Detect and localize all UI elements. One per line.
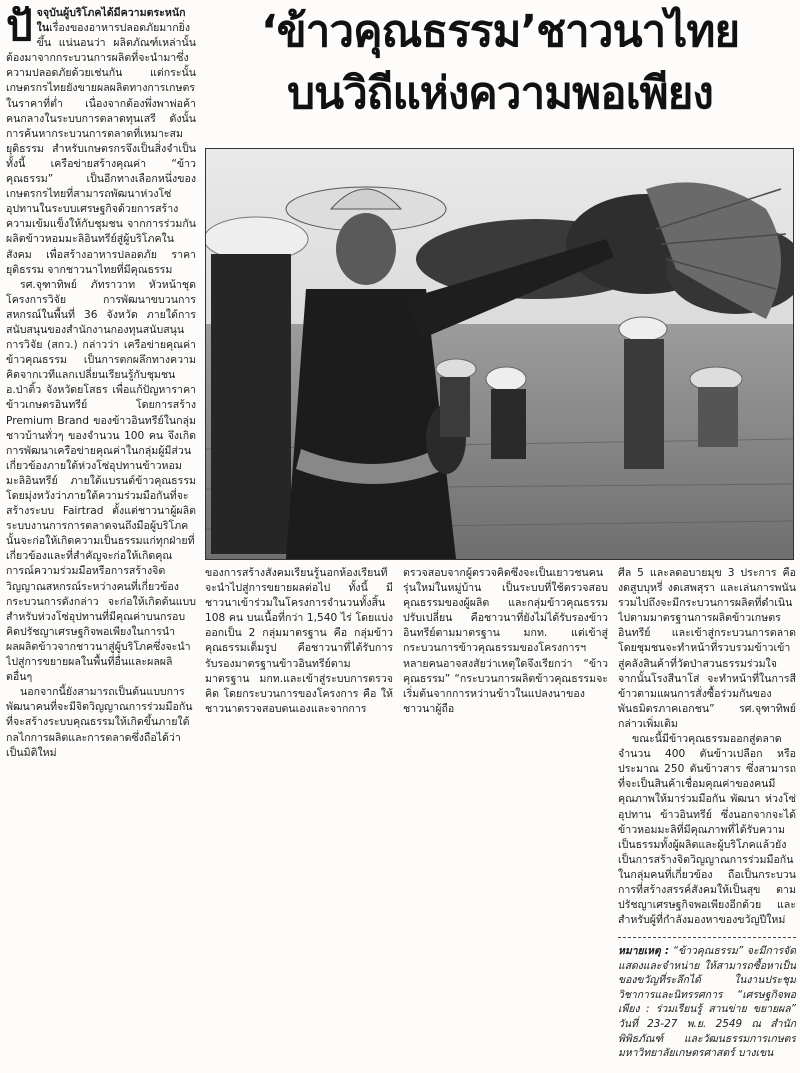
paragraph: ของการสร้างสังคมเรียนรู้นอกห้องเรียนที่จะนำไปสู่การขยายผลต่อไป ทั้งนี้ มีชาวนาเข้าร่วมในโครงการจำนวนทั้งสิ้น 108 คน บนเนื้อที่กว่า 1,540 ไร่ โดยแบ่งออกเป็น 2 กลุ่มมาตรฐาน คือ กลุ่มข้าวคุณธรรมเต็มรูป คือชาวนาที่ได้รับการรับรองมาตรฐานข้าวอินทรีย์ตามมาตรฐาน มกท.และเข้าสู่ระบบการตรวจคิด โดยกระบวนการของโครงการ คือ ให้ชาวนาตรวจสอบตนเองและจากการ (205, 567, 393, 715)
article-column-4 (618, 566, 796, 926)
drop-cap: ปั (6, 6, 33, 50)
headline (205, 2, 795, 126)
article-column-3 (403, 566, 608, 716)
paragraph: รศ.จุฑาทิพย์ ภัทราวาท หัวหน้าชุดโครงการวิจัย การพัฒนาขบวนการสหกรณ์ในพื้นที่ 36 จังหวัด ภายใต้การสนับสนุนของสำนักงานกองทุนสนับสนุนการวิจัย (สกว.) กล่าวว่า เครือข่ายคุณค่าข้าวคุณธรรม เป็นการตกผลึกทางความคิดจากเวทีแลกเปลี่ยนเรียนรู้กับชุมชน อ.ป่าติ้ว จังหวัดยโสธร เพื่อแก้ปัญหาราคาข้าวเกษตรอินทรีย์ โดยการสร้าง Premium Brand ของข้าวอินทรีย์ในกลุ่มชาวบ้านทั่วๆ ของจำนวน 100 คน จึงเกิดการพัฒนาเครือข่ายคุณค่าในกลุ่มผู้มีส่วนเกี่ยวข้องภายใต้ห่วงโซ่อุปทานข้าวหอมมะลิอินทรีย์ ภายใต้แบรนด์ข้าวคุณธรรม โดยมุ่งหวังว่าภายใต้ความร่วมมือกันที่จะสร้างระบบ Fairtrad ตั้งแต่ชาวนาผู้ผลิต ระบบงานการการตลาดจนถึงมือผู้บริโภค นั้นจะก่อให้เกิดความเป็นธรรมแก่ทุกฝ่ายที่เกี่ยวข้องและที่สำคัญจะก่อให้เกิดคุณการณ์ความร่วมมือหรือการสร้างจิตวิญญาณสหกรณ์ระหว่างคนที่เกี่ยวข้อง กระบวนการดังกล่าว จะก่อให้เกิดต้นแบบ สำหรับห่วงโซ่อุปทานที่มีคุณค่าบนกรอบคิดปรัชญาเศรษฐกิจพอเพียงในการนำผลผลิตข้าวจากชาวนาสู่ผู้บริโภคซึ่งจะนำไปสู่การขยายผลในพื้นที่อื่นและผลผลิตอื่นๆ (6, 278, 196, 684)
paragraph: ศีล 5 และลดอบายมุข 3 ประการ คือ งดสูบบุหรี่ งดเสพสุรา และเล่นการพนัน รวมไปถึงจะมีกระบวนการผลิตที่ดำเนินไปตามมาตรฐานการผลิตข้าวเกษตรอินทรีย์ และเข้าสู่กระบวนการตลาดโดยชุมชนจะทำหน้าที่รวบรวมข้าวเข้าสู่คลังสินค้าที่วัดป่าสวนธรรมร่วมใจ จากนั้นโรงสีนาโส่ จะทำหน้าที่ในการสีข้าวตามแผนการสั่งซื้อร่วมกันของพันธมิตรภาคเอกชน” รศ.จุฑาทิพย์ กล่าวเพิ่มเติม (618, 567, 796, 730)
article-column-1 (6, 6, 196, 1046)
paragraph: ขณะนี้มีข้าวคุณธรรมออกสู่ตลาดจำนวน 400 ตันข้าวเปลือก หรือประมาณ 250 ตันข้าวสาร ซึ่งสามารถที่จะเป็นสินค้าเชื่อมคุณค่าของคนมีคุณภาพให้มาร่วมมือกัน พัฒนา ห่วงโซ่อุปทาน ข้าวอินทรีย์ ซึ่งนอกจากจะได้ข้าวหอมมะลิที่มีคุณภาพที่ได้รับความเป็นธรรมทั้งผู้ผลิตและผู้บริโภคแล้วยังเป็นการสร้างจิตวิญญาณการร่วมมือกันในกลุ่มคนที่เกี่ยวข้อง ถือเป็นกระบวนการที่สร้างสรรค์สังคมให้เป็นสุข ตามปรัชญาเศรษฐกิจพอเพียงอีกด้วย และสำหรับผู้ที่กำลังมองหาของขวัญปีใหม่ (618, 733, 796, 926)
headline-line-1: ‘ข้าวคุณธรรม’ชาวนาไทย (260, 6, 740, 57)
footnote-label: หมายเหตุ : (618, 945, 669, 957)
paragraph-text: เรื่องของอาหารปลอดภัยมากยิ่งขึ้น แน่นอนว่า ผลิตภัณฑ์เหล่านั้นต้องมาจากกระบวนการผลิตที่จะนำมาซึ่งความปลอดภัยด้วยเช่นกัน แต่กระนั้นเกษตรกรไทยยังขายผลผลิตทางการเกษตรในราคาที่ต่ำ เนื่องจากต้องพึ่งพาพ่อค้าคนกลางในระบบการตลาดทุนเสรี ดังนั้นการค้นหากระบวนการตลาดที่เหมาะสม ยุติธรรม สำหรับเกษตรกรจึงเป็นสิ่งจำเป็น ทั้งนี้ เครือข่ายสร้างคุณค่า “ข้าวคุณธรรม” เป็นอีกทางเลือกหนึ่งของเกษตรกรไทยที่สามารถพัฒนาห่วงโซ่อุปทานในระบบเศรษฐกิจด้วยการสร้างความเข้มแข็งให้กับชุมชน จากการร่วมกันผลิตข้าวหอมมะลิอินทรีย์สู่ผู้บริโภคในสังคม เพื่อสร้างอาหารปลอดภัย ราคายุติธรรม จากชาวนาไทยที่มีคุณธรรม (6, 22, 196, 276)
farmers-harvesting-photo (206, 149, 793, 559)
headline-line-2: บนวิถีแห่งความพอเพียง (287, 68, 713, 119)
footnote-box (618, 937, 796, 1064)
article-column-2 (205, 566, 393, 726)
paragraph: นอกจากนี้ยังสามารถเป็นต้นแบบการพัฒนาคนที่จะมีจิตวิญญาณการร่วมมือกัน ที่จะสร้างระบบคุณธรรมให้เกิดขึ้นภายใต้กลไกการผลิตและการตลาดซึ่งถือได้ว่าเป็นมิติใหม่ (6, 686, 193, 759)
lead-text: จจุบันผู้บริโภคได้มีความตระหนักใน (36, 7, 186, 35)
paragraph: ตรวจสอบจากผู้ตรวจคิดซึ่งจะเป็นเยาวชนคนรุ่นใหม่ในหมู่บ้าน เป็นระบบที่ใช้ตรวจสอบคุณธรรมของผู้ผลิต และกลุ่มข้าวคุณธรรมปรับเปลี่ยน คือชาวนาที่ยังไม่ได้รับรองข้าวอินทรีย์ตามมาตรฐาน มกท. แต่เข้าสู่กระบวนการข้าวคุณธรรมของโครงการฯ หลายคนอาจสงสัยว่าเหตุใดจึงเรียกว่า “ข้าวคุณธรรม” “กระบวนการผลิตข้าวคุณธรรมจะเริ่มต้นจากการหว่านข้าวในแปลงนาของ ชาวนาผู้ถือ (403, 567, 608, 715)
lead-paragraph (6, 6, 196, 278)
footnote-text: “ข้าวคุณธรรม” จะมีการจัดแสดงและจำหน่าย ให้สามารถซื้อหาเป็นของขวัญที่ระลึกได้ ในงานประชุมวิชาการและนิทรรศการ “เศรษฐกิจพอเพียง : ร่วมเรียนรู้ สานข่าย ขยายผล” วันที่ 23-27 พ.ย. 2549 ณ สำนักพิพิธภัณฑ์ และวัฒนธรรมการเกษตร มหาวิทยาลัยเกษตรศาสตร์ บางเขน (618, 945, 796, 1060)
news-photo (205, 148, 794, 560)
